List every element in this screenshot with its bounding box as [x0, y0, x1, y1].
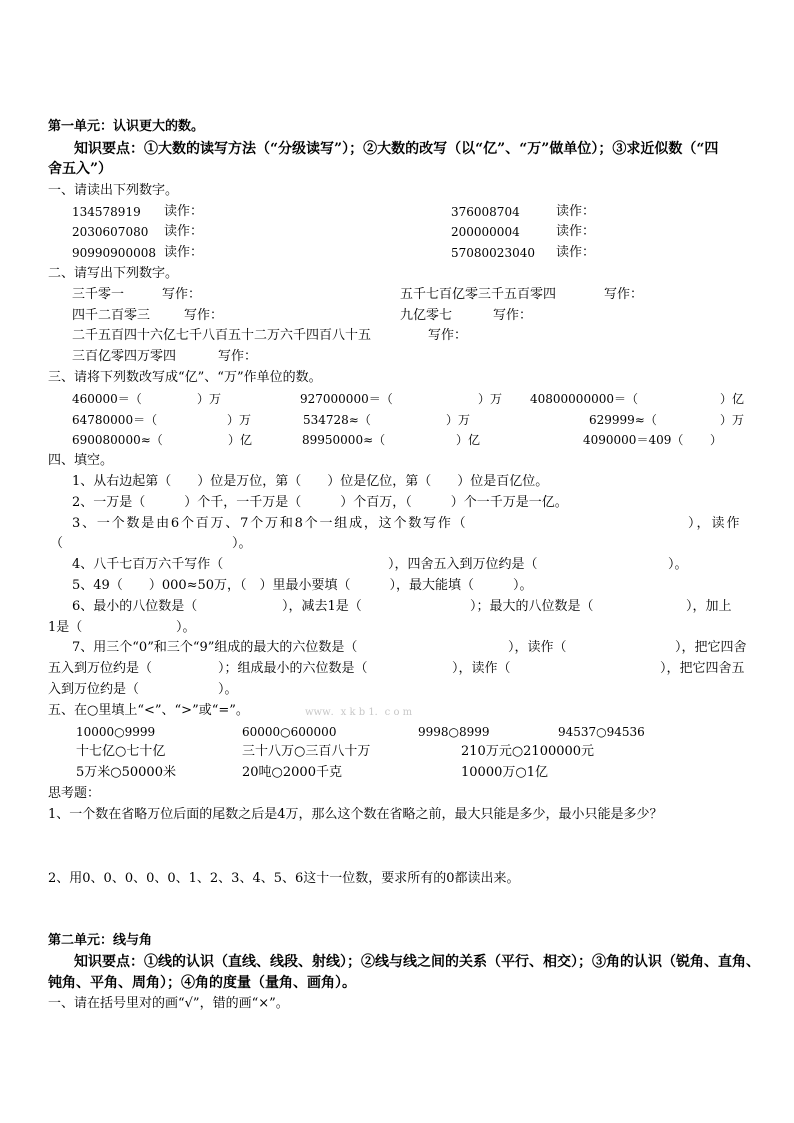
write-label: 写作：	[218, 349, 258, 364]
compare-item: 94537○94536	[558, 725, 645, 739]
section2-heading: 二、请写出下列数字。	[48, 266, 179, 281]
convert-item: 64780000＝（	[72, 413, 158, 427]
convert-item: 629999≈（	[589, 413, 657, 427]
thinking-question-2: 2、用0、0、0、0、0、1、2、3、4、5、6这十一位数，要求所有的0都读出来。	[48, 871, 520, 886]
fill-question-7-d: 五入到万位约是（	[48, 661, 153, 676]
convert-item: 460000＝（	[72, 392, 142, 406]
write-text: 二千五百四十六亿七千八百五十二万六千四百八十五	[72, 328, 372, 343]
compare-item: 十七亿○七十亿	[76, 744, 166, 759]
fill-question-1: 1、从右边起第（ ）位是万位，第（ ）位是亿位，第（ ）位是百亿位。	[72, 474, 549, 489]
fill-question-4-b: ），四舍五入到万位约是（	[388, 557, 538, 572]
fill-question-2: 2、一万是（ ）个千，一千万是（ ）个百万，（ ）个一千万是一亿。	[72, 495, 568, 510]
write-text: 三千零一	[72, 287, 125, 302]
fill-question-7-i: ）。	[218, 682, 238, 697]
read-label: 读作：	[164, 224, 204, 239]
fill-question-3: 3、一个数是由6个百万、7个万和8个一组成，这个数写作（	[72, 516, 468, 531]
unit1-title: 第一单元：认识更大的数。	[48, 119, 205, 134]
convert-item: ）万	[720, 413, 745, 427]
compare-item: 210万元○2100000元	[461, 744, 595, 759]
fill-question-3-c: （	[50, 536, 64, 551]
compare-item: 三十八万○三百八十万	[242, 744, 371, 759]
convert-item: 690080000≈（	[72, 433, 163, 447]
read-number: 57080023040	[451, 246, 535, 260]
fill-question-6-c: ）；最大的八位数是（	[470, 599, 594, 614]
convert-item: ）亿	[456, 433, 481, 447]
write-text: 九亿零七	[400, 308, 453, 323]
fill-question-7-c: ），把它四舍	[675, 640, 747, 655]
write-label: 写作：	[428, 328, 468, 343]
fill-question-3-d: ）。	[232, 536, 252, 551]
convert-item: 927000000＝（	[300, 392, 393, 406]
read-number: 134578919	[72, 205, 141, 219]
section3-heading: 三、请将下列数改写成“亿”、“万”作单位的数。	[48, 370, 322, 385]
read-label: 读作：	[556, 224, 596, 239]
fill-question-6-e: 1是（	[48, 620, 83, 635]
convert-item: ）万	[446, 413, 471, 427]
convert-item: 534728≈（	[303, 413, 371, 427]
unit1-key-points-cont: 舍五入”）	[48, 161, 113, 177]
convert-item: ）	[710, 433, 723, 447]
thinking-heading: 思考题：	[48, 786, 101, 801]
convert-item: ）亿	[228, 433, 253, 447]
unit2-key-points-cont: 钝角、平角、周角）；④角的度量（量角、画角）。	[48, 975, 356, 991]
compare-item: 5万米○50000米	[76, 765, 176, 780]
convert-item: 89950000≈（	[302, 433, 386, 447]
fill-question-6-d: ），加上	[686, 599, 732, 614]
fill-question-7-b: ），读作（	[508, 640, 567, 655]
section5-heading: 五、在○里填上“<”、“>”或“=”。	[48, 703, 249, 718]
watermark-text: www．x k b 1．c o m	[305, 707, 413, 718]
read-number: 200000004	[451, 225, 520, 239]
fill-question-3-b: ），读作	[688, 516, 742, 531]
read-number: 376008704	[451, 205, 520, 219]
fill-question-7-f: ），读作（	[452, 661, 511, 676]
write-text: 五千七百亿零三千五百零四	[400, 287, 557, 302]
fill-question-5: 5、49（ ）000≈50万，（ ）里最小要填（ ），最大能填（ ）。	[72, 578, 533, 593]
fill-question-4-c: ）。	[668, 557, 688, 572]
convert-item: ）亿	[720, 392, 745, 406]
write-label: 写作：	[184, 308, 224, 323]
read-number: 90990900008	[72, 246, 156, 260]
fill-question-6-f: ）。	[176, 620, 196, 635]
compare-item: 10000万○1亿	[461, 765, 548, 780]
compare-item: 9998○8999	[418, 725, 490, 739]
fill-question-7-e: ）；组成最小的六位数是（	[218, 661, 368, 676]
unit2-key-points: 知识要点：①线的认识（直线、线段、射线）；②线与线之间的关系（平行、相交）；③角的认识（锐角、直角、	[74, 954, 760, 970]
read-label: 读作：	[164, 245, 204, 260]
read-label: 读作：	[556, 245, 596, 260]
fill-question-7-g: ），把它四舍五	[660, 661, 745, 676]
convert-item: 40800000000＝（	[530, 392, 638, 406]
thinking-question-1: 1、一个数在省略万位后面的尾数之后是4万，那么这个数在省略之前，最大只能是多少，最小只能是多少？	[48, 807, 663, 822]
section1-heading: 一、请读出下列数字。	[48, 183, 179, 198]
convert-item: 4090000＝409（	[583, 433, 684, 447]
write-text: 四千二百零三	[72, 308, 151, 323]
write-text: 三百亿零四万零四	[72, 349, 177, 364]
unit2-section1-heading: 一、请在括号里对的画“√”，错的画“×”。	[48, 996, 289, 1011]
fill-question-6: 6、最小的八位数是（	[72, 599, 198, 614]
fill-question-6-b: ），减去1是（	[282, 599, 362, 614]
compare-item: 20吨○2000千克	[242, 765, 342, 780]
fill-question-7-h: 入到万位约是（	[48, 682, 140, 697]
unit2-title: 第二单元：线与角	[48, 933, 153, 948]
read-label: 读作：	[556, 204, 596, 219]
write-label: 写作：	[162, 287, 202, 302]
convert-item: ）万	[197, 392, 222, 406]
convert-item: ）万	[227, 413, 252, 427]
section4-heading: 四、填空。	[48, 453, 114, 468]
fill-question-7: 7、用三个“0”和三个“9”组成的最大的六位数是（	[72, 640, 358, 655]
compare-item: 10000○9999	[76, 725, 156, 739]
unit1-key-points: 知识要点：①大数的读写方法（“分级读写”）；②大数的改写（以“亿”、“万”做单位）；③求近似数（“四	[74, 141, 719, 157]
convert-item: ）万	[478, 392, 503, 406]
write-label: 写作：	[604, 287, 644, 302]
read-label: 读作：	[164, 204, 204, 219]
read-number: 2030607080	[72, 225, 149, 239]
compare-item: 60000○600000	[242, 725, 337, 739]
write-label: 写作：	[493, 308, 533, 323]
fill-question-4: 4、八千七百万六千写作（	[72, 557, 224, 572]
